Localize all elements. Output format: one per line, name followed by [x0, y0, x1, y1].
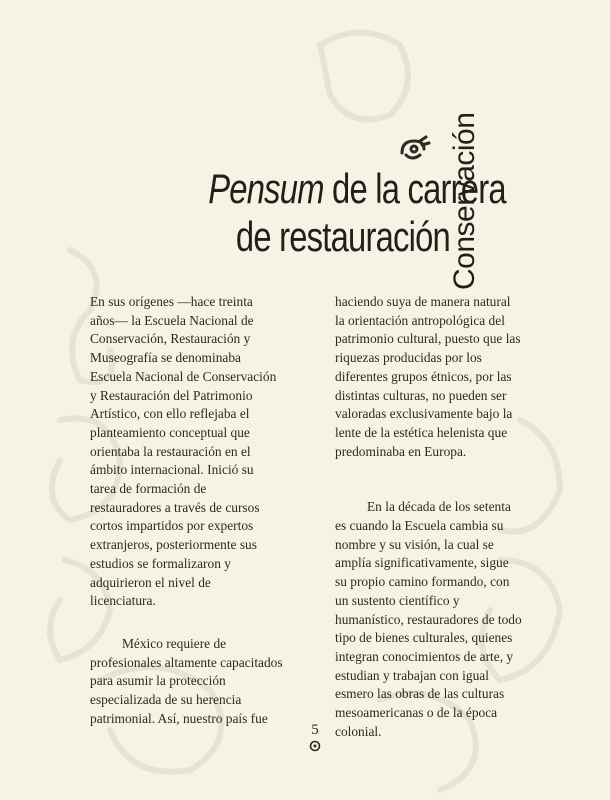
paragraph-origins: En sus orígenes —hace treinta años— la Escuela Nacional de Conservación, Restauración y Museografía se denominaba Escuela Nacional de Conservación y Restauración del Patrimonio Artístico, con ello reflejaba el planteamiento conceptual que orientaba la restauración en el ámbito internacional. Inició su tarea de formación de restauradores a través de cursos cortos impartidos por expertos extranjeros, posteriormente sus estudios se formalizaron y adquirieron el nivel de licenciatura.	[90, 294, 277, 609]
body-column-right	[335, 293, 565, 741]
article-title-line-2: de restauración	[235, 213, 450, 260]
body-column-left	[90, 293, 320, 728]
paragraph-seventies: En la década de los setenta es cuando la Escuela cambia su nombre y su visión, la cual se amplía significativamente, sigue su propio camino formando, con un sustento científico y humanístico, restauradores de todo tipo de bienes culturales, quienes integran conocimientos de arte, y estudian y trabajan con igual esmero las obras de las culturas mesoamericanas o de la época colonial.	[335, 499, 522, 739]
watermark-glyph-top	[320, 33, 408, 120]
page-number: 5	[311, 722, 319, 738]
paragraph-mexico-requires: México requiere de profesionales altamente capacitados para asumir la protección especializada de su herencia patrimonial. Así, nuestro país fue	[90, 635, 283, 726]
emblem-icon	[396, 133, 432, 169]
title-line-1-rest: de la carrera	[323, 165, 506, 212]
article-title-line-1	[208, 165, 506, 213]
title-italic-word: Pensum	[208, 165, 324, 212]
page-ornament-icon	[309, 740, 321, 752]
paragraph-anthropological: haciendo suya de manera natural la orientación antropológica del patrimonio cultural, puesto que las riquezas producidas por los diferentes grupos étnicos, por las distintas culturas, no pueden ser valoradas exclusivamente bajo la lente de la estética helenista que predominaba en Europa.	[335, 294, 521, 459]
section-label: Conservación	[448, 112, 481, 290]
